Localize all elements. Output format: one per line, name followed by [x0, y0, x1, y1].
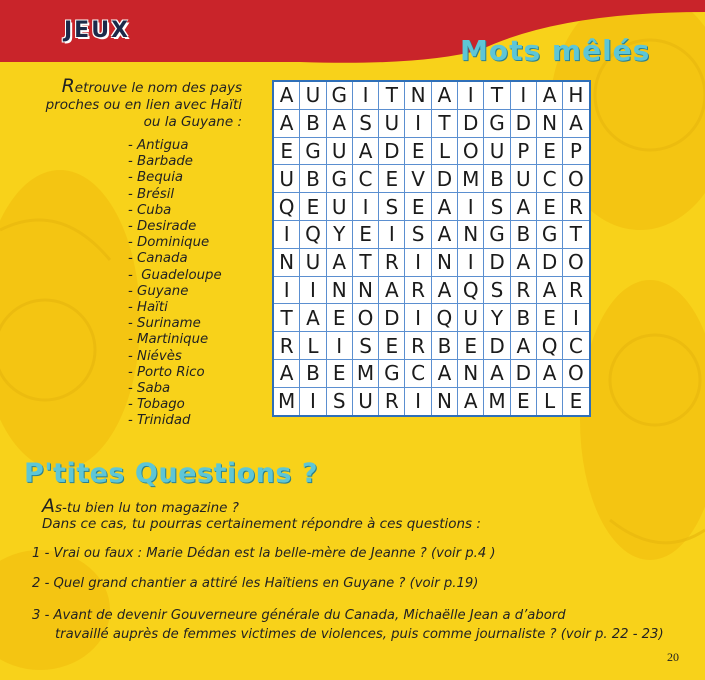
grid-cell: A: [431, 193, 457, 221]
grid-row: [273, 165, 590, 193]
country-item: - Martinique: [128, 332, 209, 348]
grid-cell: S: [352, 332, 378, 360]
grid-cell: I: [563, 304, 590, 332]
grid-row: [273, 387, 590, 415]
grid-cell: E: [352, 220, 378, 248]
grid-cell: Q: [300, 220, 326, 248]
grid-cell: U: [379, 109, 405, 137]
drop-cap: R: [61, 75, 75, 97]
grid-cell: B: [300, 109, 326, 137]
grid-cell: A: [484, 359, 510, 387]
grid-cell: S: [484, 276, 510, 304]
grid-cell: I: [273, 276, 300, 304]
grid-cell: S: [379, 193, 405, 221]
grid-row: [273, 304, 590, 332]
grid-cell: R: [273, 332, 300, 360]
questions-title: P'tites Questions ?: [24, 458, 319, 489]
grid-cell: I: [352, 81, 378, 109]
grid-cell: N: [326, 276, 352, 304]
grid-cell: G: [379, 359, 405, 387]
country-item: - Saba: [128, 381, 171, 397]
grid-row: [273, 109, 590, 137]
section-label: JEUX: [64, 18, 131, 43]
grid-cell: B: [484, 165, 510, 193]
grid-cell: T: [273, 304, 300, 332]
grid-cell: D: [510, 359, 536, 387]
question-3-continued: travaillé auprès de femmes victimes de violences, puis comme journaliste ? (voir p. 22 - 23): [55, 627, 664, 642]
grid-cell: B: [510, 304, 536, 332]
grid-cell: P: [563, 137, 590, 165]
grid-cell: A: [326, 248, 352, 276]
grid-row: [273, 276, 590, 304]
grid-cell: Q: [458, 276, 484, 304]
grid-cell: D: [484, 248, 510, 276]
grid-cell: N: [405, 81, 431, 109]
grid-cell: A: [563, 109, 590, 137]
question-1: 1 - Vrai ou faux : Marie Dédan est la belle-mère de Jeanne ? (voir p.4 ): [32, 546, 496, 561]
grid-cell: Y: [326, 220, 352, 248]
grid-cell: I: [326, 332, 352, 360]
grid-cell: A: [458, 387, 484, 415]
grid-row: [273, 193, 590, 221]
grid-cell: M: [273, 387, 300, 415]
country-list: [128, 138, 222, 430]
grid-cell: B: [510, 220, 536, 248]
grid-cell: H: [563, 81, 590, 109]
country-item: - Barbade: [128, 154, 193, 170]
grid-cell: Q: [273, 193, 300, 221]
grid-cell: A: [273, 109, 300, 137]
grid-cell: L: [431, 137, 457, 165]
grid-cell: A: [431, 276, 457, 304]
grid-cell: N: [352, 276, 378, 304]
grid-cell: B: [300, 165, 326, 193]
instructions-line-2: proches ou en lien avec Haïti: [45, 97, 242, 113]
grid-cell: O: [563, 359, 590, 387]
grid-cell: I: [352, 193, 378, 221]
country-item: - Brésil: [128, 186, 175, 202]
grid-cell: D: [510, 109, 536, 137]
questions-drop-cap: A: [42, 495, 55, 517]
grid-cell: E: [510, 387, 536, 415]
grid-cell: E: [326, 359, 352, 387]
grid-cell: E: [405, 137, 431, 165]
grid-cell: A: [510, 248, 536, 276]
grid-cell: E: [563, 387, 590, 415]
grid-row: [273, 137, 590, 165]
instructions-line-1: etrouve le nom des pays: [74, 80, 242, 96]
grid-cell: O: [563, 248, 590, 276]
grid-cell: E: [273, 137, 300, 165]
grid-row: [273, 81, 590, 109]
grid-cell: I: [273, 220, 300, 248]
grid-cell: I: [405, 387, 431, 415]
grid-cell: D: [379, 304, 405, 332]
country-item: - Haïti: [128, 300, 168, 316]
grid-cell: U: [273, 165, 300, 193]
grid-cell: A: [379, 276, 405, 304]
grid-cell: U: [326, 193, 352, 221]
grid-cell: N: [431, 248, 457, 276]
grid-row: [273, 332, 590, 360]
grid-cell: N: [431, 387, 457, 415]
grid-cell: G: [300, 137, 326, 165]
grid-cell: A: [536, 359, 562, 387]
grid-cell: M: [484, 387, 510, 415]
grid-cell: Y: [484, 304, 510, 332]
country-item: - Guyane: [128, 283, 189, 299]
grid-cell: A: [536, 81, 562, 109]
grid-cell: A: [431, 81, 457, 109]
grid-cell: S: [326, 387, 352, 415]
grid-cell: O: [563, 165, 590, 193]
grid-cell: A: [431, 359, 457, 387]
country-item: - Desirade: [128, 219, 197, 235]
page-number: 20: [667, 650, 679, 664]
grid-cell: A: [273, 359, 300, 387]
grid-cell: A: [536, 276, 562, 304]
grid-cell: N: [458, 359, 484, 387]
grid-cell: U: [326, 137, 352, 165]
grid-cell: L: [300, 332, 326, 360]
grid-cell: Q: [431, 304, 457, 332]
country-item: - Suriname: [128, 316, 201, 332]
grid-cell: S: [484, 193, 510, 221]
grid-cell: E: [536, 137, 562, 165]
grid-cell: R: [563, 276, 590, 304]
grid-cell: I: [405, 248, 431, 276]
grid-cell: R: [510, 276, 536, 304]
grid-cell: D: [458, 109, 484, 137]
word-search-grid: [272, 80, 591, 417]
grid-cell: C: [352, 165, 378, 193]
grid-cell: V: [405, 165, 431, 193]
grid-cell: E: [379, 332, 405, 360]
grid-cell: G: [536, 220, 562, 248]
grid-cell: C: [405, 359, 431, 387]
grid-cell: E: [379, 165, 405, 193]
grid-cell: G: [484, 220, 510, 248]
grid-cell: N: [458, 220, 484, 248]
country-item: - Guadeloupe: [128, 267, 222, 283]
grid-cell: E: [326, 304, 352, 332]
grid-cell: S: [405, 220, 431, 248]
grid-cell: R: [379, 387, 405, 415]
grid-cell: M: [458, 165, 484, 193]
grid-cell: E: [536, 193, 562, 221]
grid-cell: T: [352, 248, 378, 276]
grid-cell: A: [326, 109, 352, 137]
grid-cell: T: [379, 81, 405, 109]
grid-cell: E: [300, 193, 326, 221]
grid-cell: A: [352, 137, 378, 165]
questions-intro-line-2: Dans ce cas, tu pourras certainement répondre à ces questions :: [42, 516, 481, 532]
grid-cell: G: [326, 81, 352, 109]
grid-cell: I: [405, 109, 431, 137]
country-item: - Tobago: [128, 397, 185, 413]
grid-cell: R: [379, 248, 405, 276]
grid-cell: E: [458, 332, 484, 360]
grid-cell: S: [352, 109, 378, 137]
grid-cell: E: [536, 304, 562, 332]
grid-cell: M: [352, 359, 378, 387]
grid-cell: I: [458, 193, 484, 221]
grid-cell: B: [431, 332, 457, 360]
grid-cell: U: [510, 165, 536, 193]
grid-cell: B: [300, 359, 326, 387]
country-item: - Porto Rico: [128, 364, 205, 380]
grid-cell: C: [563, 332, 590, 360]
grid-cell: G: [326, 165, 352, 193]
grid-cell: T: [563, 220, 590, 248]
country-item: - Niévès: [128, 348, 182, 364]
question-3: 3 - Avant de devenir Gouverneure générale du Canada, Michaëlle Jean a d’abord: [32, 608, 566, 623]
country-item: - Trinidad: [128, 413, 191, 429]
country-item: - Dominique: [128, 235, 210, 251]
grid-cell: O: [352, 304, 378, 332]
grid-cell: A: [510, 193, 536, 221]
page-title: Mots mêlés: [460, 34, 651, 67]
grid-cell: D: [536, 248, 562, 276]
grid-cell: Q: [536, 332, 562, 360]
grid-row: [273, 220, 590, 248]
grid-cell: G: [484, 109, 510, 137]
grid-cell: I: [405, 304, 431, 332]
grid-cell: E: [405, 193, 431, 221]
grid-cell: C: [536, 165, 562, 193]
grid-cell: R: [405, 276, 431, 304]
questions-intro: [42, 495, 481, 532]
grid-cell: U: [300, 81, 326, 109]
grid-cell: U: [300, 248, 326, 276]
grid-cell: I: [510, 81, 536, 109]
grid-cell: U: [484, 137, 510, 165]
grid-cell: T: [484, 81, 510, 109]
grid-cell: D: [379, 137, 405, 165]
question-2: 2 - Quel grand chantier a attiré les Haïtiens en Guyane ? (voir p.19): [32, 576, 479, 591]
country-item: - Cuba: [128, 202, 172, 218]
grid-cell: N: [536, 109, 562, 137]
grid-cell: P: [510, 137, 536, 165]
grid-cell: I: [300, 276, 326, 304]
country-item: - Bequia: [128, 170, 184, 186]
grid-cell: O: [458, 137, 484, 165]
grid-cell: A: [273, 81, 300, 109]
grid-cell: A: [510, 332, 536, 360]
grid-cell: R: [563, 193, 590, 221]
instructions: [20, 75, 242, 131]
grid-cell: D: [431, 165, 457, 193]
grid-cell: U: [352, 387, 378, 415]
grid-cell: D: [484, 332, 510, 360]
grid-cell: T: [431, 109, 457, 137]
grid-cell: I: [300, 387, 326, 415]
grid-cell: I: [458, 81, 484, 109]
grid-cell: U: [458, 304, 484, 332]
country-item: - Antigua: [128, 138, 189, 153]
grid-cell: I: [379, 220, 405, 248]
questions-intro-line-1: s-tu bien lu ton magazine ?: [55, 500, 239, 516]
grid-row: [273, 248, 590, 276]
grid-cell: I: [458, 248, 484, 276]
grid-row: [273, 359, 590, 387]
grid-cell: A: [300, 304, 326, 332]
grid-cell: N: [273, 248, 300, 276]
grid-cell: R: [405, 332, 431, 360]
grid-cell: L: [536, 387, 562, 415]
grid-cell: A: [431, 220, 457, 248]
country-item: - Canada: [128, 251, 188, 267]
instructions-line-3: ou la Guyane :: [143, 114, 242, 130]
